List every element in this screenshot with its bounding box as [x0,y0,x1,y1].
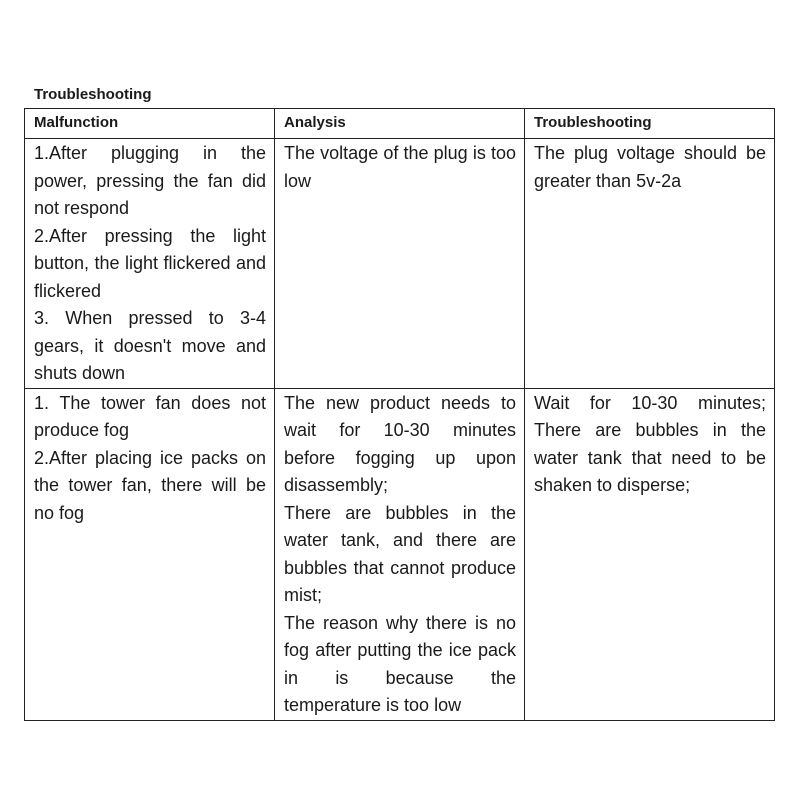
malfunction-item: 3. When pressed to 3-4 gears, it doesn't move and shuts down [34,308,266,383]
troubleshooting-table [24,108,775,721]
column-header-analysis: Analysis [275,109,525,139]
malfunction-item: 1. The tower fan does not produce fog [34,392,266,440]
troubleshooting-cell [525,388,775,720]
analysis-item: The new product needs to wait for 10-30 minutes before fogging up upon disassembly; [284,392,516,495]
analysis-item: There are bubbles in the water tank, and there are bubbles that cannot produce mist; [284,502,516,605]
column-header-malfunction: Malfunction [25,109,275,139]
table-header-row [25,109,775,139]
column-header-troubleshooting: Troubleshooting [525,109,775,139]
table-row [25,139,775,389]
document-title: Troubleshooting [34,86,152,103]
malfunction-item: 2.After placing ice packs on the tower fan, there will be no fog [34,447,266,523]
troubleshooting-item: The plug voltage should be greater than 5v-2a [534,143,766,191]
malfunction-item: 2.After pressing the light button, the light flickered and flickered [34,225,266,301]
analysis-cell [275,388,525,720]
malfunction-cell [25,388,275,720]
troubleshooting-cell [525,139,775,389]
analysis-cell [275,139,525,389]
analysis-item: The voltage of the plug is too low [284,143,516,191]
analysis-item: The reason why there is no fog after putting the ice pack in is because the temperature is too low [284,612,516,715]
malfunction-item: 1.After plugging in the power, pressing the fan did not respond [34,143,266,218]
troubleshooting-item: Wait for 10-30 minutes; There are bubbles in the water tank that need to be shaken to disperse; [534,392,766,495]
malfunction-cell [25,139,275,389]
table-row [25,388,775,720]
